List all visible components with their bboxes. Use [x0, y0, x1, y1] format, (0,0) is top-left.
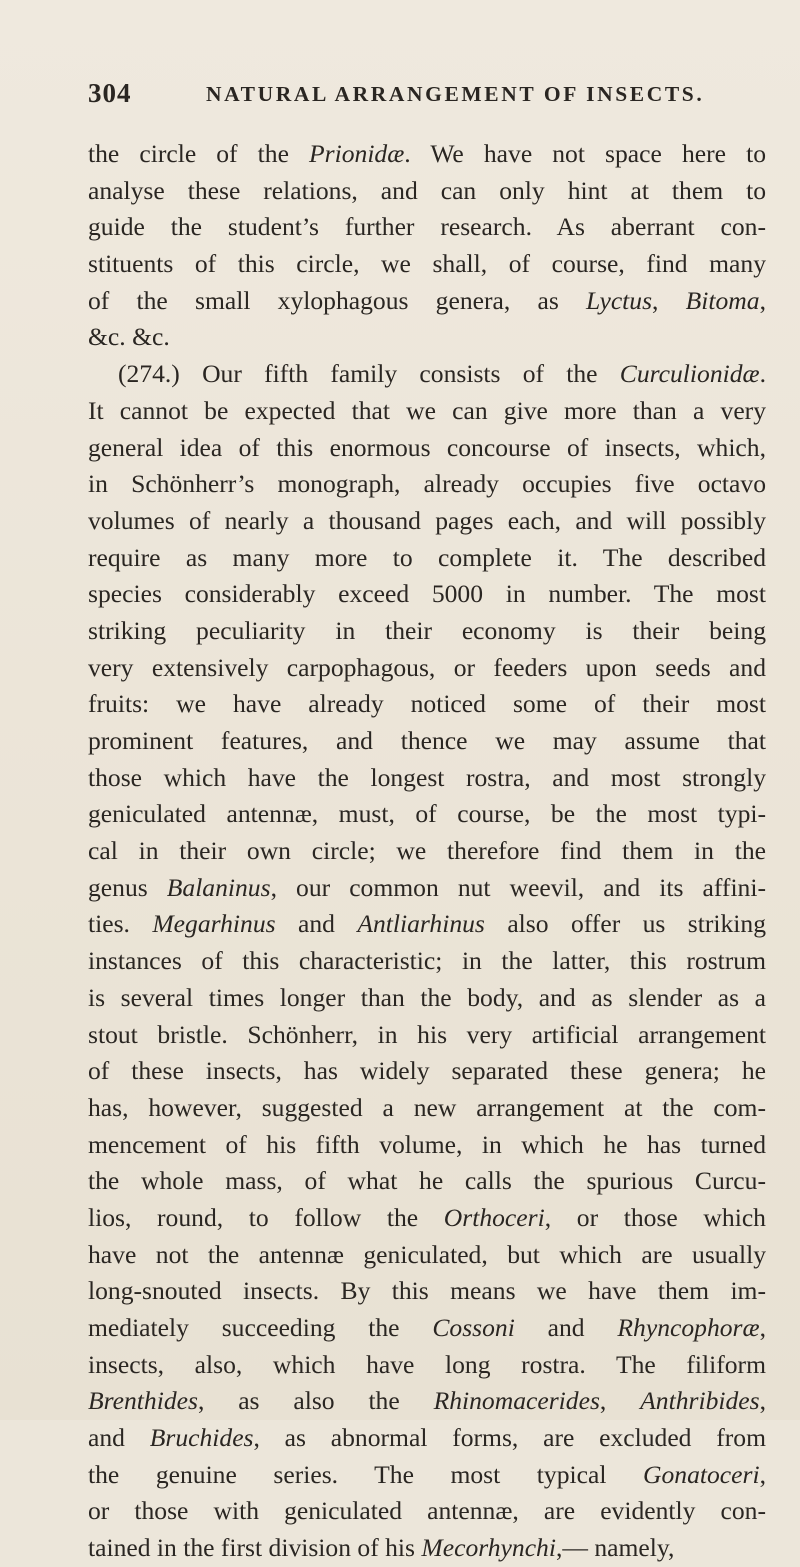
text-line: is several times longer than the body, and as slender as a [88, 982, 766, 1012]
text-line: volumes of nearly a thousand pages each, and will possibly [88, 505, 766, 535]
text-line: those which have the longest rostra, and most strongly [88, 762, 766, 792]
text-line: the genuine series. The most typical Gonatoceri, [88, 1459, 766, 1489]
body-text [88, 136, 766, 1567]
text-line: mediately succeeding the Cossoni and Rhyncophoræ, [88, 1313, 766, 1342]
text-line: Brenthides, as also the Rhinomacerides, Anthribides, [88, 1386, 767, 1416]
text-line: (274.) Our fifth family consists of the Curculionidæ. [118, 359, 766, 389]
text-line: guide the student’s further research. As aberrant con- [88, 212, 766, 242]
text-line: of the small xylophagous genera, as Lyctus, Bitoma, [88, 285, 766, 315]
text-line: fruits: we have already noticed some of their most [88, 689, 766, 719]
running-head [88, 78, 760, 118]
text-line: or those with geniculated antennæ, are evidently con- [88, 1496, 766, 1526]
running-title: NATURAL ARRANGEMENT OF INSECTS. [206, 82, 705, 106]
text-line: the circle of the Prionidæ. We have not space here to [88, 139, 766, 168]
text-line: cal in their own circle; we therefore find them in the [88, 836, 766, 866]
text-line: prominent features, and thence we may assume that [88, 726, 766, 755]
text-line: has, however, suggested a new arrangement at the com- [88, 1092, 766, 1122]
text-line: analyse these relations, and can only hint at them to [88, 175, 766, 205]
text-line: stout bristle. Schönherr, in his very artificial arrangement [88, 1019, 766, 1049]
text-line: lios, round, to follow the Orthoceri, or those which [88, 1202, 766, 1232]
text-line: genus Balaninus, our common nut weevil, and its affini- [88, 872, 766, 902]
text-line: the whole mass, of what he calls the spurious Curcu- [88, 1166, 766, 1196]
page-number: 304 [88, 78, 132, 108]
text-line: striking peculiarity in their economy is their being [88, 615, 766, 645]
text-line: of these insects, has widely separated these genera; he [88, 1056, 766, 1086]
text-line: geniculated antennæ, must, of course, be the most typi- [88, 799, 766, 829]
text-line: tained in the first division of his Mecorhynchi,— namely, [88, 1533, 675, 1563]
text-line: &c. &c. [88, 322, 170, 352]
text-line: species considerably exceed 5000 in number. The most [88, 579, 766, 609]
text-line: have not the antennæ geniculated, but which are usually [88, 1239, 766, 1269]
text-line: mencement of his fifth volume, in which he has turned [88, 1129, 766, 1159]
text-line: in Schönherr’s monograph, already occupies five octavo [88, 469, 766, 499]
text-line: It cannot be expected that we can give more than a very [88, 395, 766, 425]
text-line: insects, also, which have long rostra. The filiform [88, 1349, 766, 1379]
text-line: long-snouted insects. By this means we have them im- [88, 1276, 766, 1306]
text-line: ties. Megarhinus and Antliarhinus also offer us striking [88, 909, 766, 939]
text-line: require as many more to complete it. The described [88, 542, 766, 572]
text-line: instances of this characteristic; in the latter, this rostrum [88, 946, 766, 976]
text-line: stituents of this circle, we shall, of course, find many [88, 249, 766, 279]
text-line: very extensively carpophagous, or feeders upon seeds and [88, 652, 766, 682]
text-line: and Bruchides, as abnormal forms, are excluded from [88, 1423, 766, 1453]
text-line: general idea of this enormous concourse of insects, which, [88, 432, 766, 462]
